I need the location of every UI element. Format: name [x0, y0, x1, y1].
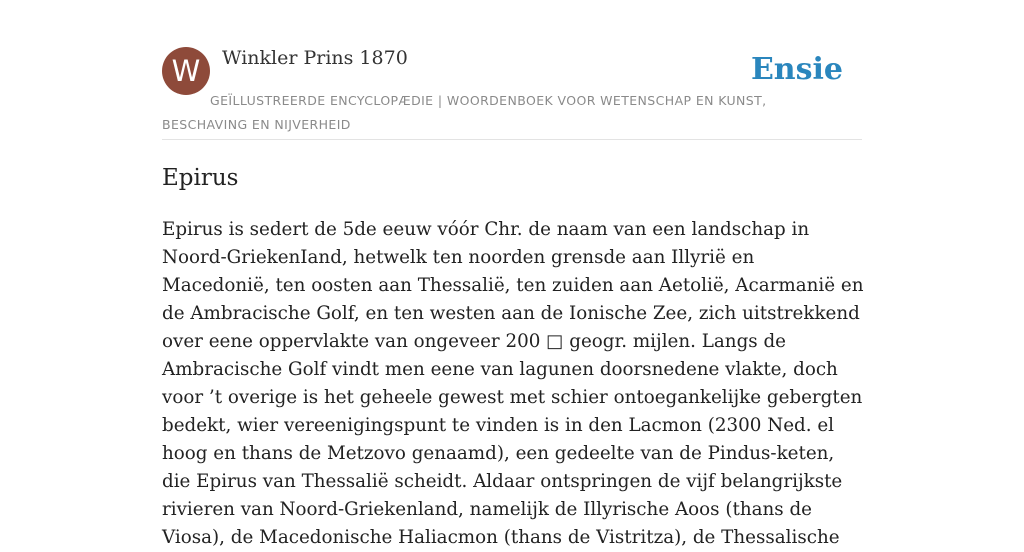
source-avatar[interactable]: W — [162, 47, 210, 95]
entry-body: Epirus is sedert de 5de eeuw vóór Chr. de naam van een landschap in Noord-GriekenIand, hetwelk ten noorden grensde aan Illyrië en Macedonië, ten oosten aan Thessalië, ten zuiden aan Aetolië, Acarmanië en de Ambracische Golf, en ten westen aan de Ionische Zee, zich uitstrekkend over eene oppervlakte van ongeveer 200 □ geogr. mijlen. Langs de Ambracische Golf vindt men eene van lagunen doorsnedene vlakte, doch voor ’t overige is het geheele gewest met schier ontoegankelijke gebergten bedekt, wier vereenigingspunt te vinden is in den Lacmon (2300 Ned. el hoog en thans de Metzovo genaamd), een gedeelte van de Pindus-keten, die Epirus van Thessalië scheidt. Aldaar ontspringen de vijf belangrijkste rivieren van Noord-Griekenland, namelijk de Illyrische Aoos (thans de Viosa), de Macedonische Haliacmon (thans de Vistritza), de Thessalische — [162, 219, 864, 548]
ensie-logo[interactable]: Ensie — [750, 52, 843, 87]
source-title[interactable]: Winkler Prins 1870 — [222, 47, 408, 69]
source-subtitle: GEÏLLUSTREERDE ENCYCLOPÆDIE | WOORDENBOEK VOOR WETENSCHAP EN KUNST, BESCHAVING EN NIJVERHEID — [162, 93, 767, 132]
header-divider — [162, 139, 862, 140]
entry-title: Epirus — [162, 165, 239, 191]
